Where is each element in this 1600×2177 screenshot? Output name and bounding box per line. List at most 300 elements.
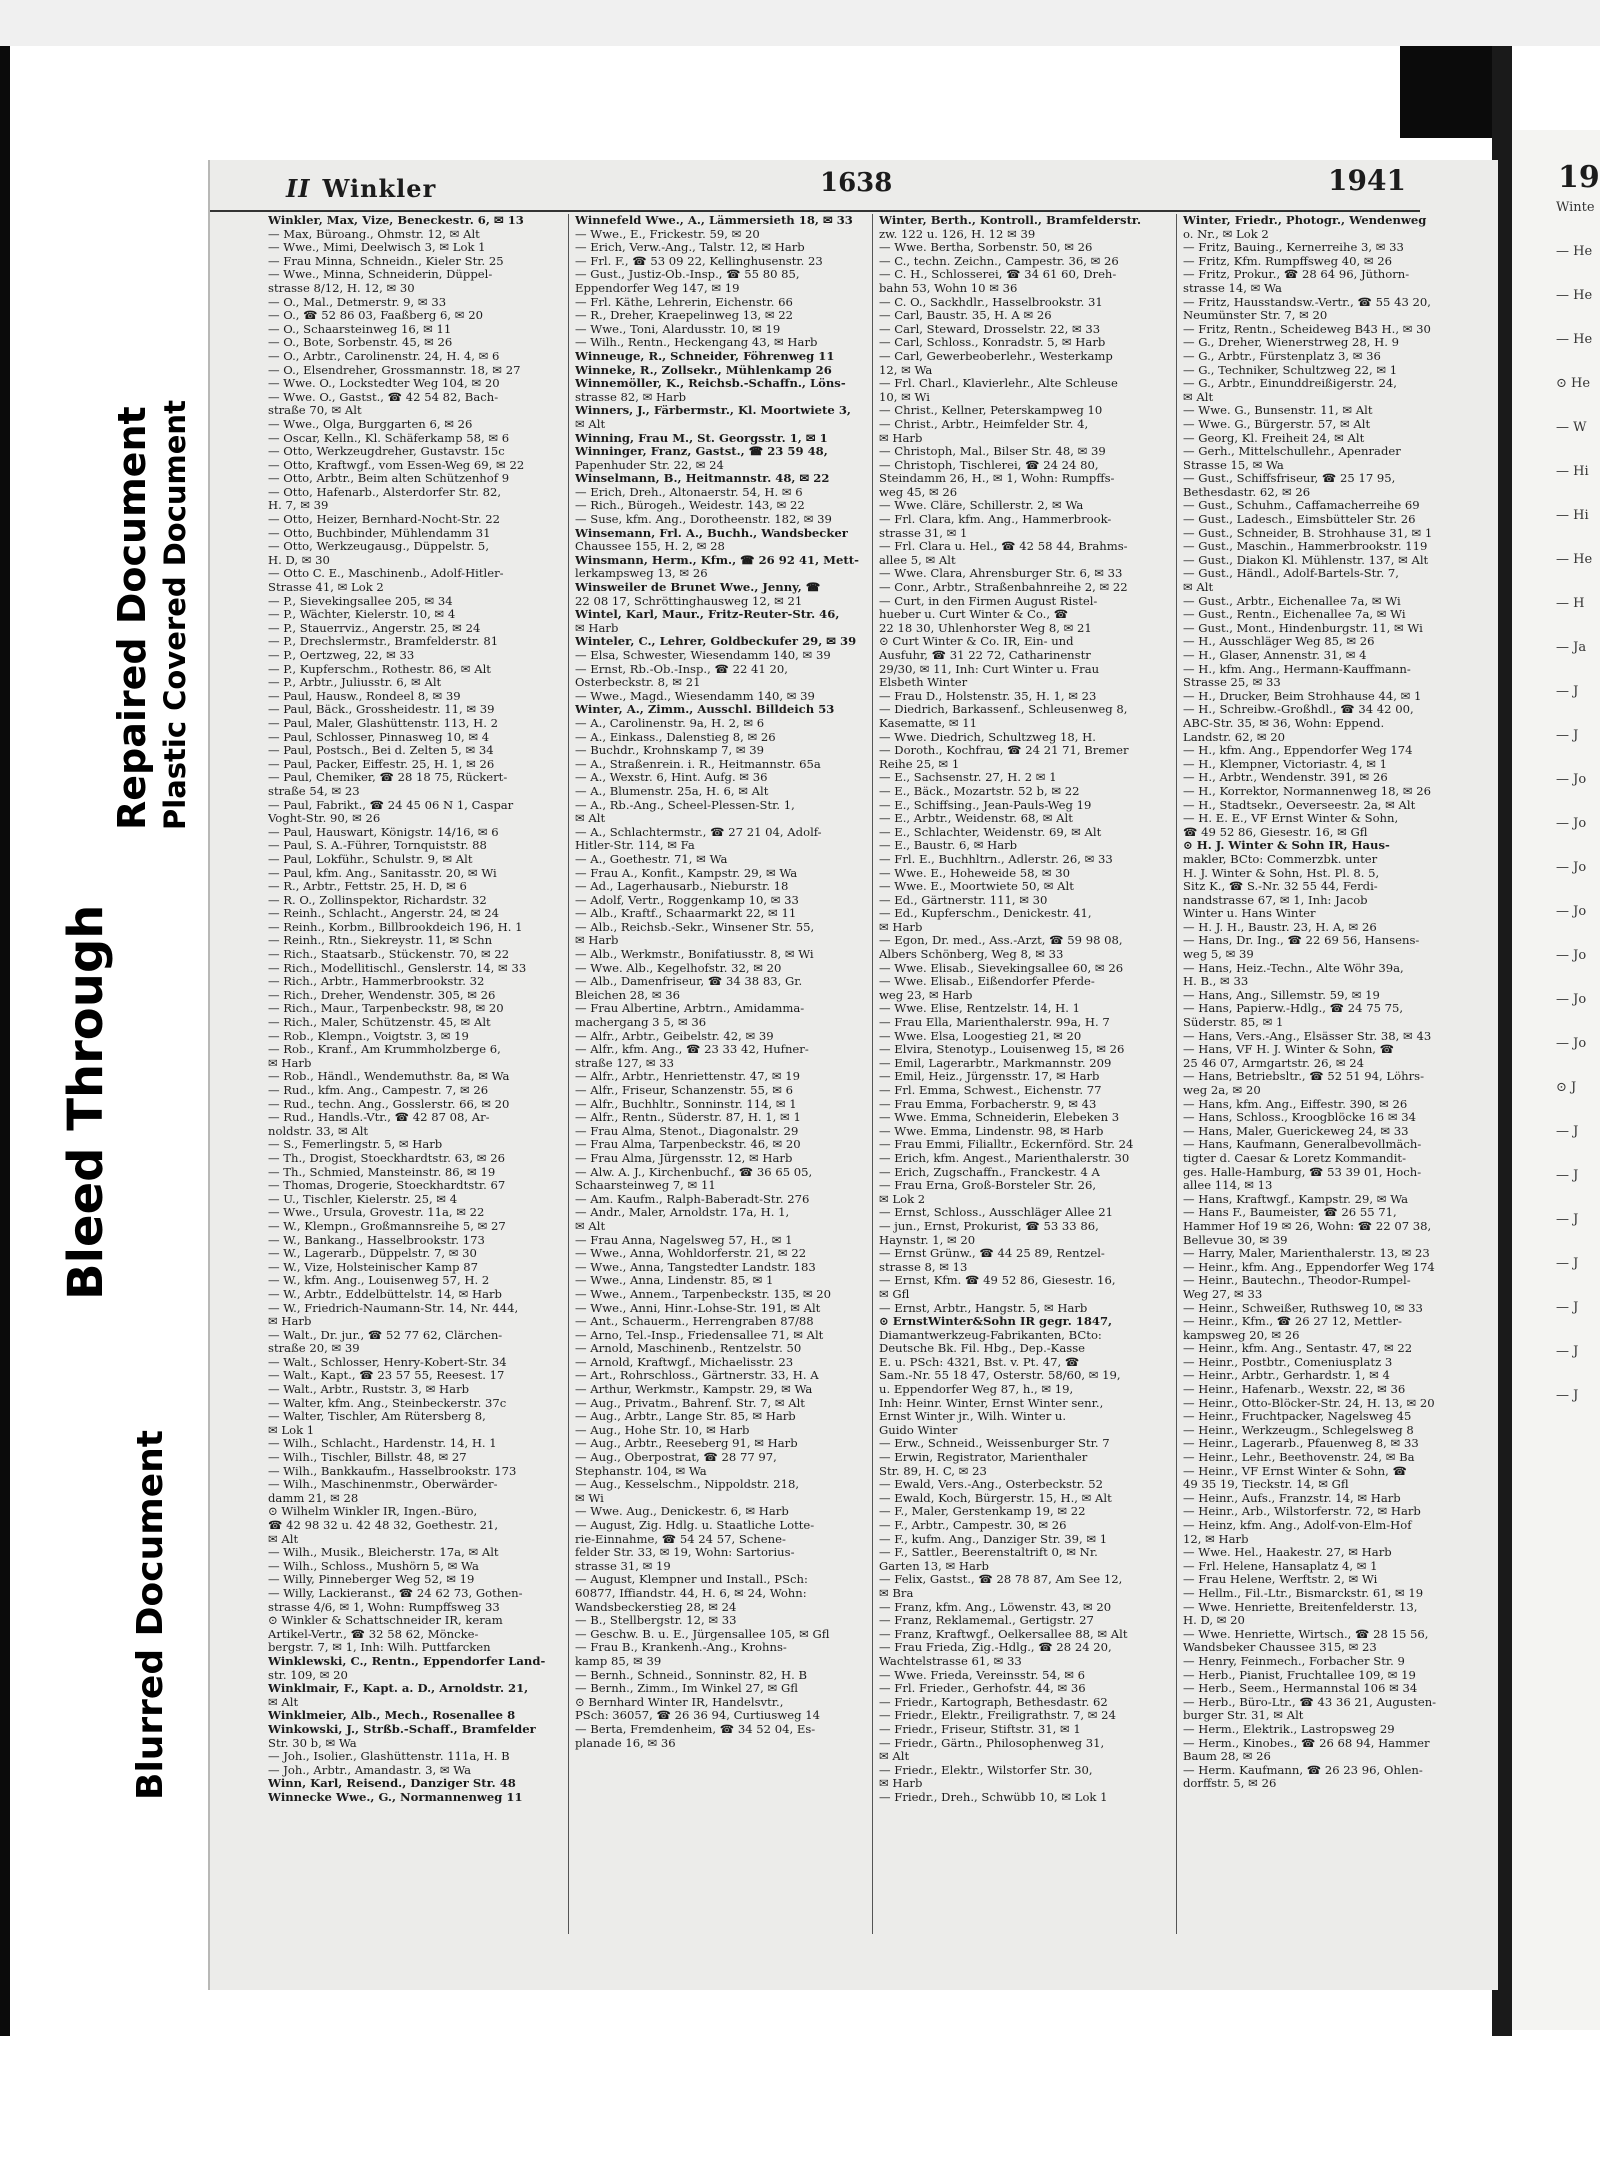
directory-entry: — Wwe., Ursula, Grovestr. 11a, ✉ 22 [268, 1206, 485, 1220]
directory-entry: Winneke, R., Zollsekr., Mühlenkamp 26 [575, 363, 832, 377]
directory-entry: — G., Arbtr., Einunddreißigerstr. 24, [1183, 377, 1397, 391]
scan-edge-top-left [0, 0, 1600, 46]
directory-entry: — Alfr., Rentn., Süderstr. 87, H. 1, ✉ 1 [575, 1111, 801, 1125]
directory-entry: — Wwe. Aug., Denickestr. 6, ✉ Harb [575, 1505, 789, 1519]
directory-entry: — Emil, Lagerarbtr., Markmannstr. 209 [879, 1056, 1112, 1070]
directory-entry: — H. E. E., VF Ernst Winter & Sohn, [1183, 812, 1399, 826]
directory-entry: Winselmann, B., Heitmannstr. 48, ✉ 22 [575, 472, 830, 486]
directory-entry: — Art., Rohrschloss., Gärtnerstr. 33, H. A [575, 1369, 819, 1383]
directory-entry: — Frau Alma, Stenot., Diagonalstr. 29 [575, 1124, 799, 1138]
directory-entry: makler, BCto: Commerzbk. unter [1183, 852, 1378, 866]
directory-entry: — Gust., Mont., Hindenburgstr. 11, ✉ Wi [1183, 621, 1423, 635]
directory-entry: — Am. Kaufm., Ralph-Baberadt-Str. 276 [575, 1192, 810, 1206]
directory-entry: — Wwe. Elisab., Sievekingsallee 60, ✉ 26 [879, 961, 1124, 975]
next-page-line: — Jo [1556, 772, 1587, 787]
directory-entry: — Berta, Fremdenheim, ☎ 34 52 04, Es- [575, 1722, 816, 1736]
directory-entry: — Fritz, Rentn., Scheideweg B43 H., ✉ 30 [1183, 322, 1431, 336]
directory-entry: — S., Femerlingstr. 5, ✉ Harb [268, 1138, 443, 1152]
directory-entry: strasse 4/6, ✉ 1, Wohn: Rumpffsweg 33 [268, 1600, 500, 1614]
directory-entry: — O., ☎ 52 86 03, Faaßberg 6, ✉ 20 [268, 309, 483, 323]
directory-entry: — Christoph, Mal., Bilser Str. 48, ✉ 39 [879, 445, 1106, 459]
directory-entry: ⊙ ErnstWinter&Sohn IR gegr. 1847, [879, 1315, 1113, 1329]
directory-entry: Winninger, Franz, Gastst., ☎ 23 59 48, [575, 445, 828, 459]
directory-entry: Winklmeier, Alb., Mech., Rosenallee 8 [268, 1709, 516, 1723]
directory-entry: — Bernh., Zimm., Im Winkel 27, ✉ Gfl [575, 1682, 798, 1696]
directory-entry: ✉ Bra [879, 1586, 914, 1600]
directory-entry: — Ernst, Schloss., Ausschläger Allee 21 [879, 1206, 1114, 1220]
directory-entry: straße 20, ✉ 39 [268, 1342, 360, 1356]
directory-entry: — Adolf, Vertr., Roggenkamp 10, ✉ 33 [575, 893, 799, 907]
directory-entry: strasse 8/12, H. 12, ✉ 30 [268, 281, 415, 295]
next-page-line: — J [1556, 1300, 1579, 1315]
next-page-line: — J [1556, 1256, 1579, 1271]
directory-entry: — A., Schlachtermstr., ☎ 27 21 04, Adolf- [575, 825, 822, 839]
directory-entry: ✉ Alt [879, 1750, 910, 1764]
directory-entry: — Paul, Hausw., Rondeel 8, ✉ 39 [268, 689, 461, 703]
directory-entry: — E., Baustr. 6, ✉ Harb [879, 839, 1018, 853]
directory-entry: — Wwe., Anni, Hinr.-Lohse-Str. 191, ✉ Alt [575, 1301, 821, 1315]
directory-entry: Winter u. Hans Winter [1183, 907, 1316, 921]
directory-entry: — Heinr., Hafenarb., Wexstr. 22, ✉ 36 [1183, 1383, 1406, 1397]
directory-entry: — Heinr., VF Ernst Winter & Sohn, ☎ [1183, 1464, 1407, 1478]
directory-entry: — Heinr., Bautechn., Theodor-Rumpel- [1183, 1274, 1411, 1288]
directory-entry: — O., Arbtr., Carolinenstr. 24, H. 4, ✉ 6 [268, 349, 500, 363]
directory-entry: Baum 28, ✉ 26 [1183, 1750, 1271, 1764]
directory-entry: — Heinr., kfm. Ang., Sentastr. 47, ✉ 22 [1183, 1342, 1413, 1356]
directory-entry: — Gust., Maschin., Hammerbrookstr. 119 [1183, 540, 1428, 554]
directory-entry: — H., Schreibw.-Großhdl., ☎ 34 42 00, [1183, 703, 1414, 717]
directory-entry: — Ewald, Vers.-Ang., Osterbeckstr. 52 [879, 1478, 1103, 1492]
directory-entry: straße 127, ✉ 33 [575, 1056, 675, 1070]
directory-entry: — Frl. Emma, Schwest., Eichenstr. 77 [879, 1084, 1102, 1097]
next-page-line: ⊙ J [1556, 1080, 1577, 1095]
directory-entry: — A., Rb.-Ang., Scheel-Plessen-Str. 1, [575, 798, 795, 812]
directory-entry: — H. J. H., Baustr. 23, H. A, ✉ 26 [1183, 920, 1377, 934]
directory-entry: — R. O., Zollinspektor, Richardstr. 32 [268, 893, 487, 907]
directory-entry: — Frl. Clara u. Hel., ☎ 42 58 44, Brahms- [879, 540, 1128, 554]
directory-entry: Deutsche Bk. Fil. Hbg., Dep.-Kasse [879, 1342, 1086, 1356]
directory-entry: — Wwe. Diedrich, Schultzweg 18, H. [879, 730, 1096, 744]
directory-entry: — Carl, Baustr. 35, H. A ✉ 26 [879, 309, 1052, 323]
directory-entry: — P., Wächter, Kielerstr. 10, ✉ 4 [268, 608, 456, 622]
directory-entry: — W., Friedrich-Naumann-Str. 14, Nr. 444, [268, 1301, 519, 1315]
directory-entry: — Arnold, Kraftwgf., Michaelisstr. 23 [575, 1355, 794, 1369]
directory-entry: strasse 8, ✉ 13 [879, 1260, 968, 1274]
directory-entry: Elsbeth Winter [879, 676, 968, 690]
directory-entry: — A., Wexstr. 6, Hint. Aufg. ✉ 36 [575, 771, 768, 785]
directory-entry: — Wwe., Anna, Tangstedter Landstr. 183 [575, 1260, 816, 1274]
next-page-line: — Ja [1556, 640, 1587, 655]
directory-entry: H. D, ✉ 30 [268, 553, 330, 567]
directory-entry: ✉ Alt [575, 812, 606, 826]
directory-entry: ✉ Lok 2 [879, 1192, 926, 1206]
directory-entry: — Th., Drogist, Stoeckhardtstr. 63, ✉ 26 [268, 1151, 505, 1165]
directory-entry: Stephanstr. 104, ✉ Wa [575, 1464, 707, 1478]
directory-entry: Wachtelstrasse 61, ✉ 33 [879, 1654, 1022, 1668]
directory-entry: Bellevue 30, ✉ 39 [1183, 1233, 1288, 1247]
directory-entry: — Alb., Damenfriseur, ☎ 34 38 83, Gr. [575, 975, 803, 989]
directory-entry: — Frau Emma, Forbacherstr. 9, ✉ 43 [879, 1097, 1097, 1111]
directory-entry: Winsemann, Frl. A., Buchh., Wandsbecker [575, 526, 848, 540]
directory-entry: — Reinh., Schlacht., Angerstr. 24, ✉ 24 [268, 907, 499, 921]
directory-entry: — Alfr., Arbtr., Geibelstr. 42, ✉ 39 [575, 1029, 774, 1043]
directory-entry: Winnemöller, K., Reichsb.-Schaffn., Löns- [575, 377, 846, 391]
next-page-line: — Hi [1556, 464, 1589, 479]
directory-entry: — Emil, Heiz., Jürgensstr. 17, ✉ Harb [879, 1070, 1100, 1084]
directory-entry: — Heinr., Postbtr., Comeniusplatz 3 [1183, 1355, 1393, 1369]
directory-entry: Winteler, C., Lehrer, Goldbeckufer 29, ✉ 39 [575, 635, 857, 649]
directory-entry: — Otto, Buchbinder, Mühlendamm 31 [268, 526, 491, 540]
directory-entry: — A., Einkass., Dalenstieg 8, ✉ 26 [575, 730, 776, 744]
directory-entry: — Geschw. B. u. E., Jürgensallee 105, ✉ Gfl [575, 1627, 830, 1641]
directory-entry: — Fritz, Prokur., ☎ 28 64 96, Jüthorn- [1183, 268, 1410, 282]
volume-number: II [286, 174, 311, 203]
directory-entry: — E., Arbtr., Weidenstr. 68, ✉ Alt [879, 812, 1073, 826]
directory-entry: — Friedr., Dreh., Schwübb 10, ✉ Lok 1 [879, 1790, 1108, 1804]
next-page-line: — H [1556, 596, 1585, 611]
directory-entry: — Frau Albertine, Arbtrn., Amidamma- [575, 1002, 805, 1016]
directory-entry: Winning, Frau M., St. Georgsstr. 1, ✉ 1 [575, 431, 828, 445]
directory-entry: — Gust., Schiffsfriseur, ☎ 25 17 95, [1183, 472, 1396, 486]
directory-entry: — Friedr., Gärtn., Philosophenweg 31, [879, 1736, 1105, 1750]
directory-entry: rie-Einnahme, ☎ 54 24 57, Schene- [575, 1532, 786, 1546]
directory-entry: — Ewald, Koch, Bürgerstr. 15, H., ✉ Alt [879, 1491, 1112, 1505]
directory-entry: planade 16, ✉ 36 [575, 1736, 676, 1750]
next-page-line: — Jo [1556, 1036, 1587, 1051]
directory-entry: — jun., Ernst, Prokurist, ☎ 53 33 86, [879, 1219, 1099, 1233]
directory-entry: — Wwe. Hel., Haakestr. 27, ✉ Harb [1183, 1546, 1392, 1560]
directory-entry: — Fritz, Bauing., Kernerreihe 3, ✉ 33 [1183, 241, 1404, 255]
directory-entry: — Ant., Schauerm., Herrengraben 87/88 [575, 1315, 814, 1329]
directory-entry: — Elvira, Stenotyp., Louisenweg 15, ✉ 26 [879, 1043, 1125, 1057]
directory-entry: — Hans, Ang., Sillemstr. 59, ✉ 19 [1183, 988, 1380, 1002]
directory-entry: — Frau Alma, Jürgensstr. 12, ✉ Harb [575, 1151, 793, 1165]
directory-entry: — Rob., Kranf., Am Krummholzberge 6, [268, 1043, 501, 1057]
directory-entry: — Alw. A. J., Kirchenbuchf., ☎ 36 65 05, [575, 1165, 813, 1179]
directory-entry: — Alb., Reichsb.-Sekr., Winsener Str. 55, [575, 920, 815, 934]
directory-entry: Winneuge, R., Schneider, Föhrenweg 11 [575, 349, 835, 363]
directory-entry: H. 7, ✉ 39 [268, 499, 329, 513]
next-page-sliver [1512, 130, 1600, 2030]
directory-entry: — Wilh., Maschinenmstr., Oberwärder- [268, 1478, 498, 1492]
directory-entry: — Rich., Bürogeh., Weidestr. 143, ✉ 22 [575, 499, 805, 513]
directory-entry: Haynstr. 1, ✉ 20 [879, 1233, 976, 1247]
directory-entry: — Arno, Tel.-Insp., Friedensallee 71, ✉ Alt [575, 1328, 824, 1342]
directory-entry: — C. H., Schlosserei, ☎ 34 61 60, Dreh- [879, 268, 1117, 282]
directory-entry: — Friedr., Kartograph, Bethesdastr. 62 [879, 1695, 1108, 1709]
directory-entry: — Walt., Dr. jur., ☎ 52 77 62, Clärchen- [268, 1328, 503, 1342]
next-page-line: — W [1556, 420, 1587, 435]
directory-entry: — Wwe. Cläre, Schillerstr. 2, ✉ Wa [879, 499, 1084, 513]
directory-entry: — Herb., Büro-Ltr., ☎ 43 36 21, Augusten- [1183, 1695, 1437, 1709]
directory-entry: — Paul, Postsch., Bei d. Zelten 5, ✉ 34 [268, 744, 494, 758]
next-page-number: 19 [1558, 160, 1600, 195]
directory-entry: — Gust., Schuhm., Caffamacherreihe 69 [1183, 499, 1420, 513]
directory-entry: damm 21, ✉ 28 [268, 1491, 359, 1505]
directory-entry: — Felix, Gastst., ☎ 28 78 87, Am See 12, [879, 1573, 1123, 1587]
directory-entry: — Erich, Verw.-Ang., Talstr. 12, ✉ Harb [575, 241, 805, 255]
directory-entry: — Frau Alma, Tarpenbeckstr. 46, ✉ 20 [575, 1138, 801, 1152]
directory-entry: ✉ Alt [575, 417, 606, 431]
scan-edge-top-right [1400, 46, 1492, 138]
directory-entry: ✉ Lok 1 [268, 1423, 315, 1437]
directory-entry: — Wwe. Bertha, Sorbenstr. 50, ✉ 26 [879, 241, 1093, 255]
label-bleed-through: Bleed Through [58, 904, 114, 1300]
directory-entry: Garten 13, ✉ Harb [879, 1559, 989, 1573]
directory-entry: allee 5, ✉ Alt [879, 553, 956, 567]
directory-entry: — Paul, Packer, Eiffestr. 25, H. 1, ✉ 26 [268, 757, 495, 771]
directory-entry: — O., Elsendreher, Grossmannstr. 18, ✉ 27 [268, 363, 521, 377]
directory-entry: — Frau Helene, Werftstr. 2, ✉ Wi [1183, 1573, 1378, 1587]
directory-entry: — R., Arbtr., Fettstr. 25, H. D, ✉ 6 [268, 880, 467, 894]
page-number: 1638 [820, 168, 893, 198]
directory-entry: — Wwe. Frieda, Vereinsstr. 54, ✉ 6 [879, 1668, 1086, 1682]
label-plastic-covered-document: Plastic Covered Document [158, 400, 192, 830]
directory-entry: bergstr. 7, ✉ 1, Inh: Wilh. Puttfarcken [268, 1641, 491, 1655]
directory-entry: — Hans, Kaufmann, Generalbevollmäch- [1183, 1138, 1422, 1152]
directory-entry: — G., Dreher, Wienerstrweg 28, H. 9 [1183, 336, 1400, 350]
directory-entry: ⊙ Winkler & Schattschneider IR, keram [268, 1614, 503, 1628]
directory-entry: — Rob., Klempn., Voigtstr. 3, ✉ 19 [268, 1029, 469, 1043]
directory-entry: — Walter, kfm. Ang., Steinbeckerstr. 37c [268, 1396, 507, 1410]
directory-entry: ✉ Alt [268, 1695, 299, 1709]
directory-entry: — Wwe. Emma, Schneiderin, Elebeken 3 [879, 1111, 1120, 1125]
directory-entry: — G., Techniker, Schultzweg 22, ✉ 1 [1183, 363, 1398, 377]
directory-entry: — F., kufm. Ang., Danziger Str. 39, ✉ 1 [879, 1532, 1108, 1546]
directory-entry: — H., Arbtr., Wendenstr. 391, ✉ 26 [1183, 771, 1388, 785]
directory-entry: — Alfr., Buchhltr., Sonninstr. 114, ✉ 1 [575, 1097, 797, 1111]
directory-entry: straße 70, ✉ Alt [268, 404, 362, 418]
directory-entry: ☎ 42 98 32 u. 42 48 32, Goethestr. 21, [268, 1519, 499, 1532]
directory-entry: — Paul, Fabrikt., ☎ 24 45 06 N 1, Caspar [268, 798, 514, 812]
directory-entry: — H., kfm. Ang., Eppendorfer Weg 174 [1183, 744, 1413, 758]
directory-entry: — O., Bote, Sorbenstr. 45, ✉ 26 [268, 336, 453, 350]
directory-entry: Landstr. 62, ✉ 20 [1183, 730, 1286, 744]
directory-entry: — Frau A., Konfit., Kampstr. 29, ✉ Wa [575, 866, 798, 880]
directory-entry: — Christoph, Tischlerei, ☎ 24 24 80, [879, 458, 1099, 472]
directory-entry: 49 35 19, Tieckstr. 14, ✉ Gfl [1183, 1478, 1349, 1492]
directory-entry: tigter d. Caesar & Loretz Kommandit- [1183, 1151, 1407, 1165]
directory-entry: — Christ., Arbtr., Heimfelder Str. 4, [879, 417, 1089, 431]
directory-entry: — Heinr., Arb., Wilstorferstr. 72, ✉ Harb [1183, 1505, 1421, 1519]
directory-entry: kampsweg 20, ✉ 26 [1183, 1328, 1300, 1342]
directory-entry: — Gust., Diakon Kl. Mühlenstr. 137, ✉ Alt [1183, 553, 1429, 567]
directory-entry: — Wwe., Olga, Burggarten 6, ✉ 26 [268, 417, 473, 431]
column-3 [872, 214, 1167, 1934]
directory-entry: ☎ 49 52 86, Giesestr. 16, ✉ Gfl [1183, 825, 1368, 839]
directory-entry: Reihe 25, ✉ 1 [879, 757, 960, 771]
column-1 [268, 214, 560, 1934]
directory-entry: — Heinr., Otto-Blöcker-Str. 24, H. 13, ✉ 20 [1183, 1396, 1435, 1410]
directory-entry: ✉ Harb [879, 920, 923, 934]
directory-entry: — Ernst Grünw., ☎ 44 25 89, Rentzel- [879, 1247, 1105, 1261]
directory-entry: Hammer Hof 19 ✉ 26, Wohn: ☎ 22 07 38, [1183, 1219, 1432, 1233]
directory-entry: — Frau Erna, Groß-Borsteler Str. 26, [879, 1179, 1097, 1193]
next-page-line: — J [1556, 1344, 1579, 1359]
page-header [210, 160, 1420, 212]
directory-entry: — H., Klempner, Victoriastr. 4, ✉ 1 [1183, 757, 1387, 771]
directory-entry: — Rob., Händl., Wendemuthstr. 8a, ✉ Wa [268, 1070, 510, 1084]
next-page-line: — Jo [1556, 992, 1587, 1007]
directory-entry: weg 2a, ✉ 20 [1183, 1084, 1261, 1097]
next-page-line: Winte [1556, 200, 1595, 215]
directory-entry: nandstrasse 67, ✉ 1, Inh: Jacob [1183, 893, 1368, 907]
directory-entry: — Wilh., Tischler, Billstr. 48, ✉ 27 [268, 1451, 467, 1465]
directory-entry: — Alb., Werkmstr., Bonifatiusstr. 8, ✉ Wi [575, 948, 814, 962]
directory-entry: — Carl, Gewerbeoberlehr., Westerkamp [879, 349, 1113, 363]
directory-entry: 60877, Iffiandstr. 44, H. 6, ✉ 24, Wohn: [575, 1586, 807, 1600]
directory-entry: ⊙ Bernhard Winter IR, Handelsvtr., [575, 1695, 784, 1709]
directory-entry: — C. O., Sackhdlr., Hasselbrookstr. 31 [879, 295, 1103, 309]
label-blurred-document: Blurred Document [130, 1430, 171, 1800]
directory-entry: — Heinr., Fruchtpacker, Nagelsweg 45 [1183, 1410, 1412, 1424]
directory-entry: — Otto, Kraftwgf., vom Essen-Weg 69, ✉ 22 [268, 458, 525, 472]
directory-entry: — Herb., Pianist, Fruchtallee 109, ✉ 19 [1183, 1668, 1416, 1682]
directory-entry: 10, ✉ Wi [879, 390, 930, 404]
directory-entry: — Diedrich, Barkassenf., Schleusenweg 8, [879, 703, 1128, 717]
directory-entry: — Wilh., Musik., Bleicherstr. 17a, ✉ Alt [268, 1546, 499, 1560]
directory-entry: Winter, A., Zimm., Ausschl. Billdeich 53 [575, 703, 835, 717]
directory-entry: Winnecke Wwe., G., Normannenweg 11 [268, 1790, 523, 1804]
directory-entry: Ernst Winter jr., Wilh. Winter u. [879, 1410, 1067, 1424]
directory-entry: Eppendorfer Weg 147, ✉ 19 [575, 281, 740, 295]
directory-entry: — Erwin, Registrator, Marienthaler [879, 1451, 1088, 1465]
directory-entry: — Alfr., Friseur, Schanzenstr. 55, ✉ 6 [575, 1084, 794, 1097]
directory-entry: — Rich., Staatsarb., Stückenstr. 70, ✉ 22 [268, 948, 510, 962]
directory-entry: — Willy, Lackieranst., ☎ 24 62 73, Gothen- [268, 1586, 523, 1600]
directory-entry: — Rich., Maur., Tarpenbeckstr. 98, ✉ 20 [268, 1002, 504, 1016]
directory-entry: Neumünster Str. 7, ✉ 20 [1183, 309, 1328, 323]
directory-entry: Guido Winter [879, 1423, 958, 1437]
next-page-line: — J [1556, 1212, 1579, 1227]
directory-entry: — Wilh., Bankkaufm., Hasselbrookstr. 173 [268, 1464, 517, 1478]
directory-entry: — Paul, Schlosser, Pinnasweg 10, ✉ 4 [268, 730, 490, 744]
directory-entry: — Heinr., Lagerarb., Pfauenweg 8, ✉ 33 [1183, 1437, 1419, 1451]
directory-entry: — Gust., Rentn., Eichenallee 7a, ✉ Wi [1183, 608, 1406, 622]
directory-entry: Diamantwerkzeug-Fabrikanten, BCto: [879, 1328, 1102, 1342]
directory-entry: — Erich, Zugschaffn., Franckestr. 4 A [879, 1165, 1100, 1179]
directory-entry: — Max, Büroang., Ohmstr. 12, ✉ Alt [268, 227, 480, 241]
directory-entry: — Alfr., Arbtr., Henriettenstr. 47, ✉ 19 [575, 1070, 801, 1084]
directory-entry: — Gerh., Mittelschullehr., Apenrader [1183, 445, 1401, 459]
directory-entry: — B., Stellbergstr. 12, ✉ 33 [575, 1614, 737, 1628]
directory-entry: — H., Ausschläger Weg 85, ✉ 26 [1183, 635, 1375, 649]
directory-entry: — P., Arbtr., Juliusstr. 6, ✉ Alt [268, 676, 442, 690]
directory-entry: — Gust., Ladesch., Eimsbütteler Str. 26 [1183, 513, 1416, 527]
directory-entry: — Otto, Werkzeugausg., Düppelstr. 5, [268, 540, 489, 554]
directory-entry: — Frau Frieda, Zig.-Hdlg., ☎ 28 24 20, [879, 1641, 1112, 1655]
directory-entry: — Rich., Dreher, Wendenstr. 305, ✉ 26 [268, 988, 496, 1002]
directory-entry: — Otto C. E., Maschinenb., Adolf-Hitler- [268, 567, 504, 581]
next-page-line: — J [1556, 684, 1579, 699]
directory-entry: allee 114, ✉ 13 [1183, 1179, 1273, 1193]
directory-entry: strasse 31, ✉ 19 [575, 1559, 671, 1573]
directory-entry: Winter, Berth., Kontroll., Bramfelderstr. [879, 214, 1142, 227]
column-2 [568, 214, 863, 1934]
directory-entry: — Friedr., Friseur, Stiftstr. 31, ✉ 1 [879, 1722, 1081, 1736]
directory-entry: ges. Halle-Hamburg, ☎ 53 39 01, Hoch- [1183, 1165, 1422, 1179]
directory-entry: — Elsa, Schwester, Wiesendamm 140, ✉ 39 [575, 649, 831, 662]
directory-entry: Chaussee 155, H. 2, ✉ 28 [575, 540, 725, 554]
directory-entry: — Heinr., Kfm., ☎ 26 27 12, Mettler- [1183, 1315, 1402, 1329]
directory-entry: — Herm., Elektrik., Lastropsweg 29 [1183, 1722, 1395, 1736]
directory-entry: — Alb., Kraftf., Schaarmarkt 22, ✉ 11 [575, 907, 797, 921]
directory-entry: — Wwe. Elsa, Loogestieg 21, ✉ 20 [879, 1029, 1082, 1043]
directory-entry: — Wwe., Anna, Lindenstr. 85, ✉ 1 [575, 1274, 774, 1288]
scan-edge-bottom [0, 2036, 1600, 2177]
directory-entry: Weg 27, ✉ 33 [1183, 1287, 1263, 1301]
directory-entry: — Joh., Isolier., Glashüttenstr. 111a, H. B [268, 1750, 510, 1764]
directory-entry: — Frau Emmi, Filialltr., Eckernförd. Str. 24 [879, 1138, 1134, 1152]
directory-entry: — Gust., Händl., Adolf-Bartels-Str. 7, [1183, 567, 1399, 581]
next-page-line: — J [1556, 1124, 1579, 1139]
directory-entry: ⊙ Wilhelm Winkler IR, Ingen.-Büro, [268, 1505, 478, 1519]
directory-entry: H. B., ✉ 33 [1183, 975, 1249, 989]
directory-entry: — Frau Minna, Schneidn., Kieler Str. 25 [268, 254, 504, 268]
directory-entry: Strasse 15, ✉ Wa [1183, 458, 1284, 472]
directory-entry: — Heinr., kfm. Ang., Eppendorfer Weg 174 [1183, 1260, 1435, 1274]
directory-entry: — Erich, kfm. Angest., Marienthalerstr. 30 [879, 1151, 1130, 1165]
directory-entry: — E., Bäck., Mozartstr. 52 b, ✉ 22 [879, 784, 1080, 798]
directory-entry: — W., Vize, Holsteinischer Kamp 87 [268, 1260, 479, 1274]
directory-entry: — Fritz, Kfm. Rumpffsweg 40, ✉ 26 [1183, 254, 1392, 268]
directory-entry: Steindamm 26, H., ✉ 1, Wohn: Rumpffs- [879, 472, 1115, 486]
directory-entry: — Hans F., Baumeister, ☎ 26 55 71, [1183, 1206, 1397, 1220]
directory-entry: — A., Blumenstr. 25a, H. 6, ✉ Alt [575, 784, 769, 798]
directory-entry: — Franz, kfm. Ang., Löwenstr. 43, ✉ 20 [879, 1600, 1112, 1614]
directory-entry: — P., Kupferschm., Rothestr. 86, ✉ Alt [268, 662, 491, 676]
directory-entry: — Hans, Kraftwgf., Kampstr. 29, ✉ Wa [1183, 1192, 1409, 1206]
directory-entry: ✉ Alt [575, 1219, 606, 1233]
next-page-line: — Jo [1556, 860, 1587, 875]
directory-entry: — H., Glaser, Annenstr. 31, ✉ 4 [1183, 649, 1367, 662]
directory-entry: — W., Arbtr., Eddelbüttelstr. 14, ✉ Harb [268, 1287, 502, 1301]
directory-entry: — Hans, Papierw.-Hdlg., ☎ 24 75 75, [1183, 1002, 1404, 1016]
directory-entry: ✉ Alt [1183, 390, 1214, 404]
directory-entry: bahn 53, Wohn 10 ✉ 36 [879, 281, 1018, 295]
directory-entry: — P., Stauerrviz., Angerstr. 25, ✉ 24 [268, 621, 481, 635]
directory-entry: — Alfr., kfm. Ang., ☎ 23 33 42, Hufner- [575, 1043, 809, 1057]
directory-entry: Winners, J., Färbermstr., Kl. Moortwiete 3, [575, 404, 851, 418]
directory-entry: — Hans, Schloss., Kroogblöcke 16 ✉ 34 [1183, 1111, 1416, 1125]
directory-entry: — Frl. Clara, kfm. Ang., Hammerbrook- [879, 513, 1112, 527]
directory-entry: — Aug., Kesselschm., Nippoldstr. 218, [575, 1478, 800, 1492]
directory-entry: — H., Korrektor, Normannenweg 18, ✉ 26 [1183, 784, 1432, 798]
next-page-line: — He [1556, 288, 1593, 303]
directory-entry: — Arthur, Werkmstr., Kampstr. 29, ✉ Wa [575, 1383, 813, 1397]
directory-entry: — Aug., Arbtr., Reeseberg 91, ✉ Harb [575, 1437, 798, 1451]
directory-entry: — Ernst, Kfm. ☎ 49 52 86, Giesestr. 16, [879, 1274, 1116, 1288]
directory-entry: — Friedr., Elektr., Wilstorfer Str. 30, [879, 1763, 1093, 1777]
directory-entry: — Henry, Feinmech., Forbacher Str. 9 [1183, 1654, 1405, 1668]
directory-entry: — E., Schiffsing., Jean-Pauls-Weg 19 [879, 798, 1092, 812]
next-page-line: — Jo [1556, 816, 1587, 831]
directory-entry: — Harry, Maler, Marienthalerstr. 13, ✉ 23 [1183, 1247, 1430, 1261]
next-page-line: — He [1556, 332, 1593, 347]
directory-entry: weg 45, ✉ 26 [879, 485, 958, 499]
directory-entry: — Hans, Dr. Ing., ☎ 22 69 56, Hansens- [1183, 934, 1420, 948]
directory-entry: Sam.-Nr. 55 18 47, Osterstr. 58/60, ✉ 19, [879, 1369, 1121, 1383]
directory-entry: — Conr., Arbtr., Straßenbahnreihe 2, ✉ 22 [879, 581, 1128, 595]
directory-entry: — Rud., Handls.-Vtr., ☎ 42 87 08, Ar- [268, 1111, 490, 1125]
directory-entry: Wandsbeckerstieg 28, ✉ 24 [575, 1600, 737, 1614]
directory-entry: — A., Straßenrein. i. R., Heitmannstr. 65a [575, 757, 821, 771]
directory-entry: — Arnold, Maschinenb., Rentzelstr. 50 [575, 1342, 802, 1356]
column-4 [1176, 214, 1471, 1934]
directory-entry: — Egon, Dr. med., Ass.-Arzt, ☎ 59 98 08, [879, 934, 1123, 948]
directory-entry: — Walter, Tischler, Am Rütersberg 8, [268, 1410, 486, 1424]
directory-entry: H. J. Winter & Sohn, Hst. Pl. 8. 5, [1183, 866, 1380, 880]
